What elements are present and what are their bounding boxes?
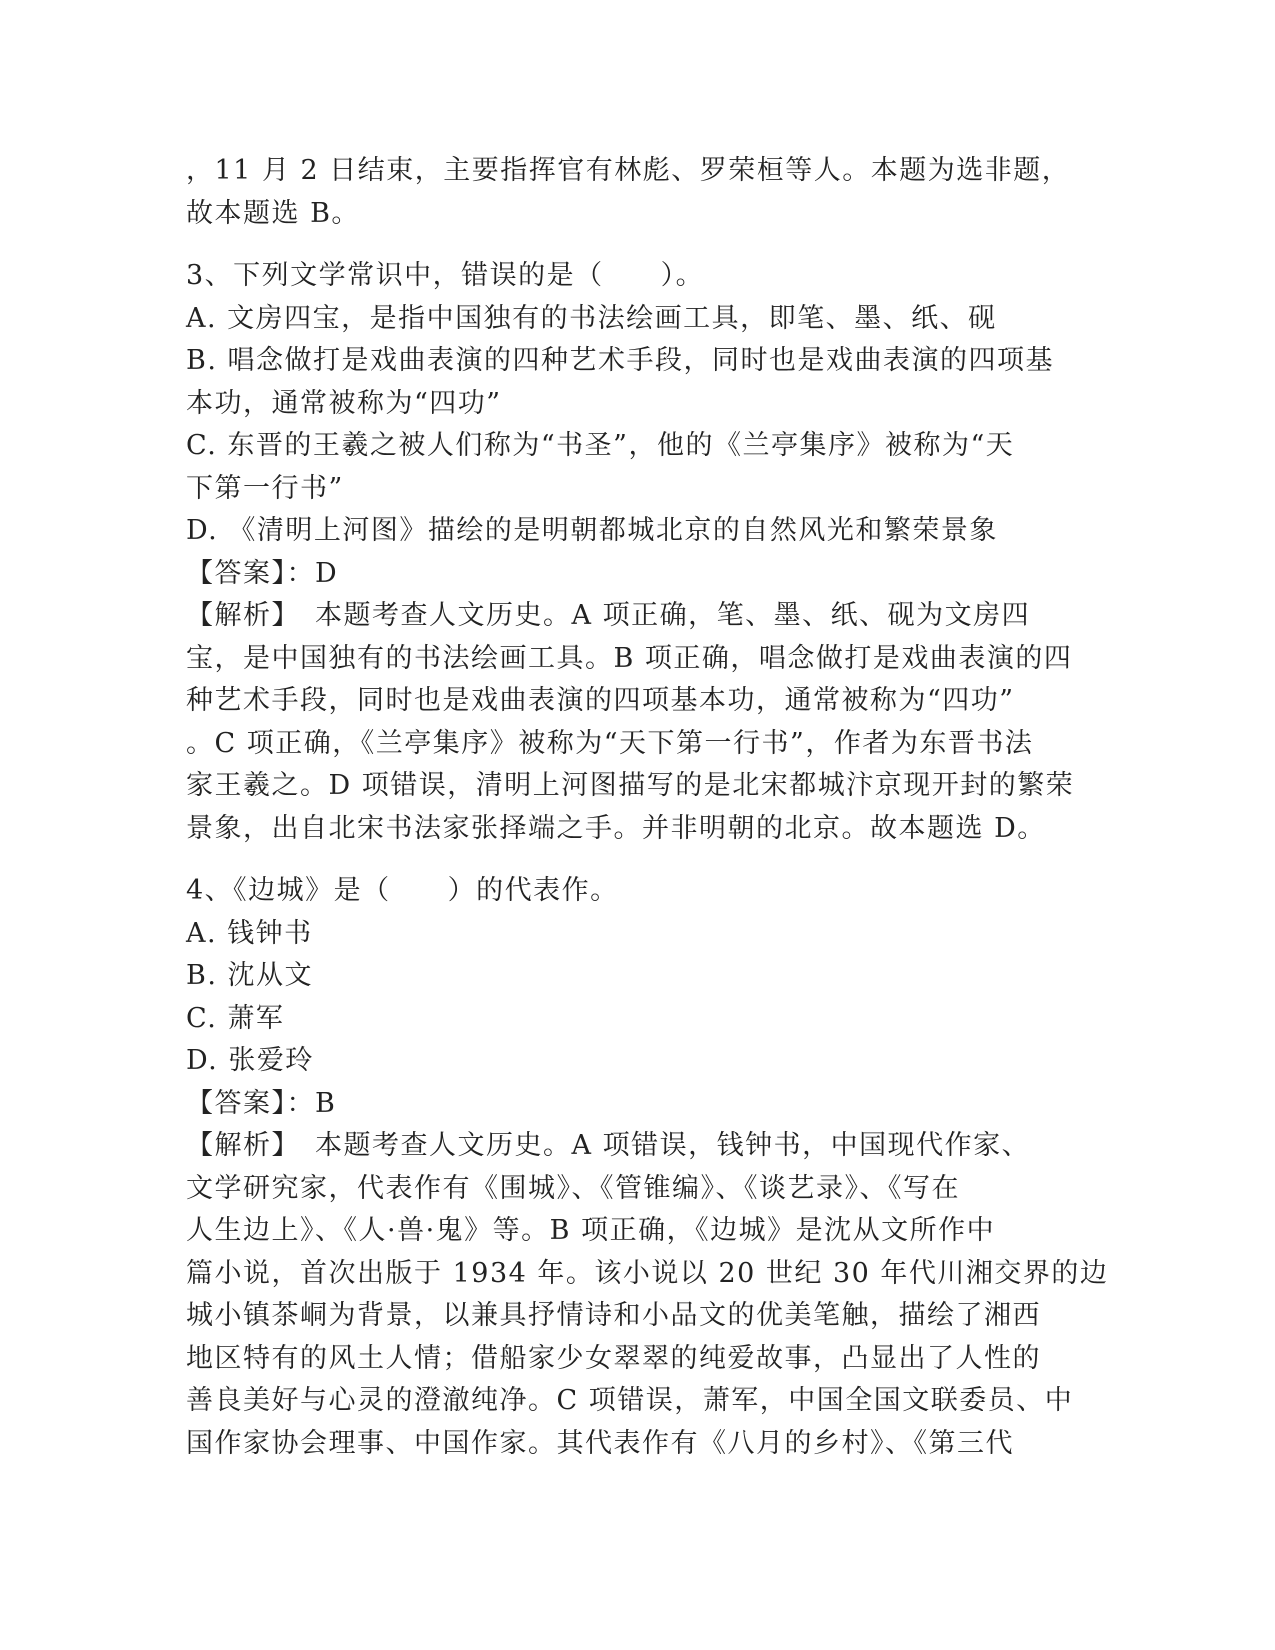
analysis-line: 。C 项正确，《兰亭集序》被称为“天下第一行书”，作者为东晋书法 [186,727,1034,759]
question-3 [186,255,1086,850]
analysis-line: 国作家协会理事、中国作家。其代表作有《八月的乡村》、《第三代 [186,1427,1014,1459]
option-line: D. 张爱玲 [186,1045,314,1076]
option-line: C. 萧军 [186,1002,285,1034]
spacer [186,235,1086,255]
analysis-line: 篇小说，首次出版于 1934 年。该小说以 20 世纪 30 年代川湘交界的边 [186,1257,1109,1289]
analysis-line: 种艺术手段，同时也是戏曲表演的四项基本功，通常被称为“四功” [186,685,1015,716]
text-line: 故本题选 B。 [186,197,360,229]
previous-explanation [186,150,1086,235]
option-line: B. 唱念做打是戏曲表演的四种艺术手段，同时也是戏曲表演的四项基 [186,345,1055,376]
analysis-line: 地区特有的风土人情；借船家少女翠翠的纯爱故事，凸显出了人性的 [186,1342,1041,1374]
analysis-line: 城小镇茶峒为背景，以兼具抒情诗和小品文的优美笔触，描绘了湘西 [186,1300,1041,1331]
question-stem: 4、《边城》是（ ）的代表作。 [186,875,619,906]
analysis-line: 景象，出自北宋书法家张择端之手。并非明朝的北京。故本题选 D。 [186,812,1046,844]
answer-line: 【答案】：B [186,1087,337,1119]
analysis-line: 家王羲之。D 项错误，清明上河图描写的是北宋都城汴京现开封的繁荣 [186,770,1075,801]
question-4 [186,870,1109,1465]
analysis-line: 宝，是中国独有的书法绘画工具。B 项正确，唱念做打是戏曲表演的四 [186,642,1073,674]
option-line: C. 东晋的王羲之被人们称为“书圣”，他的《兰亭集序》被称为“天 [186,430,1015,461]
analysis-line: 人生边上》、《人·兽·鬼》等。B 项正确，《边城》是沈从文所作中 [186,1215,996,1246]
option-line: B. 沈从文 [186,960,314,991]
option-line: 下第一行书” [186,472,344,504]
analysis-line: 文学研究家，代表作有《围城》、《管锥编》、《谈艺录》、《写在 [186,1172,960,1204]
text-line: ，11 月 2 日结束，主要指挥官有林彪、罗荣桓等人。本题为选非题， [186,155,1071,186]
option-line: D. 《清明上河图》描绘的是明朝都城北京的自然风光和繁荣景象 [186,515,998,546]
answer-line: 【答案】：D [186,557,339,589]
analysis-line: 【解析】 本题考查人文历史。A 项正确，笔、墨、纸、砚为文房四 [186,600,1031,631]
document-content [186,150,1109,1465]
analysis-line: 善良美好与心灵的澄澈纯净。C 项错误，萧军，中国全国文联委员、中 [186,1385,1074,1416]
spacer [186,850,1086,870]
option-line: A. 钱钟书 [186,917,313,949]
option-line: 本功，通常被称为“四功” [186,387,502,419]
question-stem: 3、下列文学常识中，错误的是（ ）。 [186,260,705,291]
analysis-line: 【解析】 本题考查人文历史。A 项错误，钱钟书，中国现代作家、 [186,1130,1031,1161]
option-line: A. 文房四宝，是指中国独有的书法绘画工具，即笔、墨、纸、砚 [186,302,997,334]
